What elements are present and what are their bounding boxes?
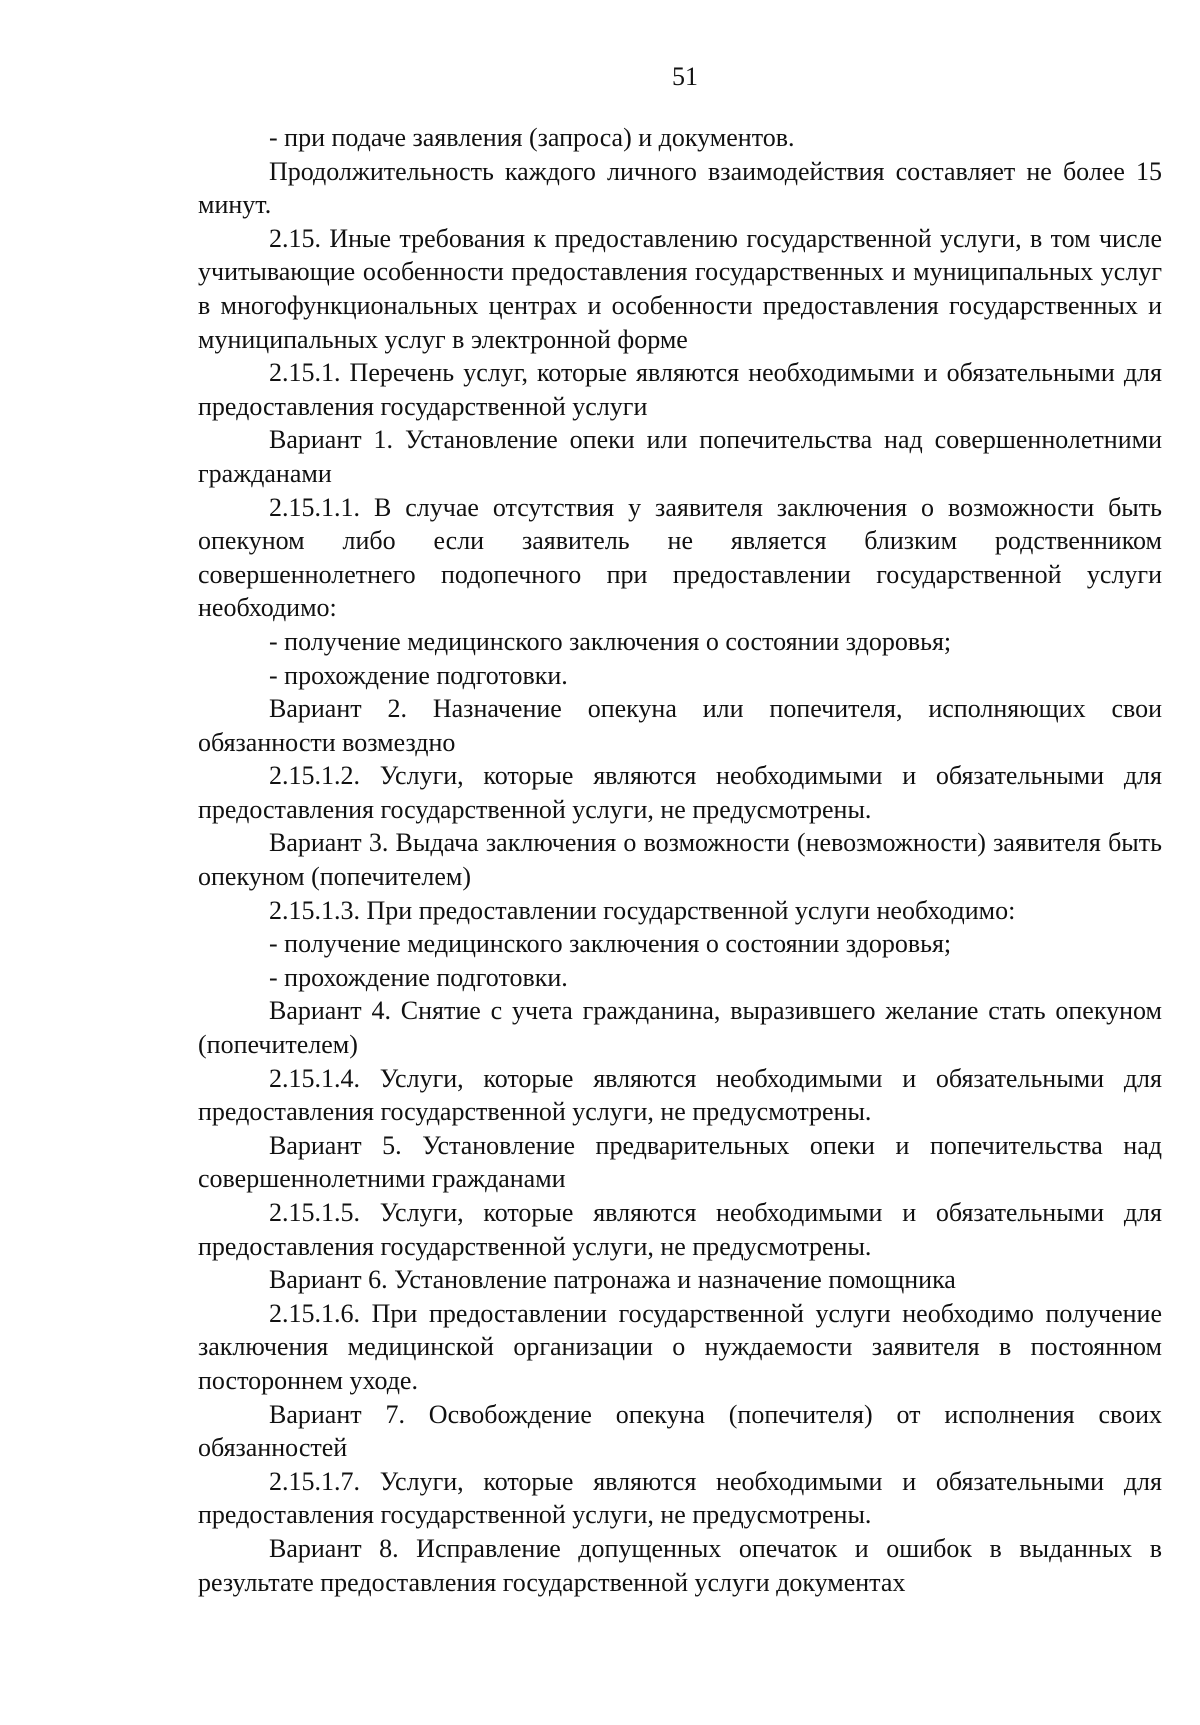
paragraph: 2.15. Иные требования к предоставлению государственной услуги, в том числе учитывающие особенности предоставления государственных и муниципальных услуг в многофункциональных центрах и особенности предоставления государственных и муниципальных услуг в электронной форме: [198, 223, 1162, 354]
paragraph: - прохождение подготовки.: [269, 962, 568, 992]
page-number: 51: [672, 62, 698, 91]
paragraph: 2.15.1.5. Услуги, которые являются необходимыми и обязательными для предоставления государственной услуги, не предусмотрены.: [198, 1198, 1162, 1261]
paragraph: Продолжительность каждого личного взаимодействия составляет не более 15 минут.: [198, 156, 1162, 220]
document-body: [198, 121, 1162, 1599]
paragraph: 2.15.1. Перечень услуг, которые являются необходимыми и обязательными для предоставления государственной услуги: [198, 358, 1162, 421]
paragraph: Вариант 6. Установление патронажа и назначение помощника: [269, 1265, 956, 1295]
paragraph: - получение медицинского заключения о состоянии здоровья;: [269, 626, 952, 656]
paragraph: Вариант 1. Установление опеки или попечительства над совершеннолетними гражданами: [198, 425, 1162, 488]
paragraph: - прохождение подготовки.: [269, 660, 568, 690]
paragraph: - при подаче заявления (запроса) и документов.: [269, 123, 795, 152]
paragraph: Вариант 7. Освобождение опекуна (попечителя) от исполнения своих обязанностей: [198, 1399, 1162, 1463]
paragraph: Вариант 8. Исправление допущенных опечаток и ошибок в выданных в результате предоставления государственной услуги документах: [198, 1533, 1162, 1597]
paragraph: 2.15.1.2. Услуги, которые являются необходимыми и обязательными для предоставления государственной услуги, не предусмотрены.: [198, 761, 1162, 824]
paragraph: 2.15.1.6. При предоставлении государственной услуги необходимо получение заключения медицинской организации о нуждаемости заявителя в постоянном постороннем уходе.: [198, 1298, 1162, 1395]
paragraph: 2.15.1.3. При предоставлении государственной услуги необходимо:: [269, 895, 1016, 925]
paragraph: Вариант 4. Снятие с учета гражданина, выразившего желание стать опекуном (попечителем): [198, 996, 1162, 1060]
paragraph: Вариант 3. Выдача заключения о возможности (невозможности) заявителя быть опекуном (попечителем): [198, 828, 1162, 892]
paragraph: - получение медицинского заключения о состоянии здоровья;: [269, 929, 952, 959]
paragraph: Вариант 5. Установление предварительных опеки и попечительства над совершеннолетними гражданами: [198, 1130, 1162, 1194]
paragraph: Вариант 2. Назначение опекуна или попечителя, исполняющих свои обязанности возмездно: [198, 694, 1162, 757]
paragraph: 2.15.1.1. В случае отсутствия у заявителя заключения о возможности быть опекуном либо если заявитель не является близким родственником совершеннолетнего подопечного при предоставлении государственной услуги необходимо:: [198, 492, 1162, 623]
paragraph: 2.15.1.7. Услуги, которые являются необходимыми и обязательными для предоставления государственной услуги, не предусмотрены.: [198, 1466, 1162, 1530]
paragraph: 2.15.1.4. Услуги, которые являются необходимыми и обязательными для предоставления государственной услуги, не предусмотрены.: [198, 1063, 1162, 1127]
